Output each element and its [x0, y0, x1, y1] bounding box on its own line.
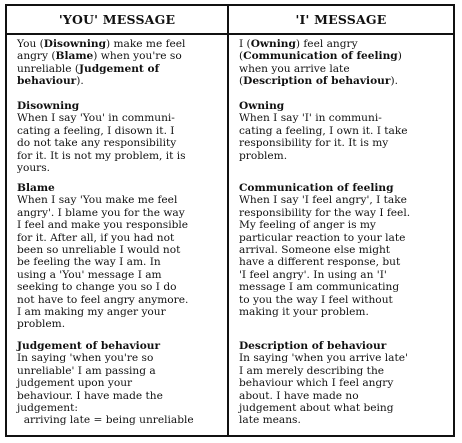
i-intro-line-4: (Description of behaviour).: [239, 75, 398, 88]
disowning-line: for it. It is not my problem, it is: [17, 149, 186, 162]
blame-line: using a 'You' message I am: [17, 268, 162, 281]
communication-line: making it your problem.: [239, 306, 369, 319]
blame-line: not have to feel angry anymore.: [17, 293, 189, 306]
communication-line: message I am communicating: [239, 281, 400, 294]
disowning-line: When I say 'You' in communi-: [17, 112, 175, 125]
disowning-line: yours.: [17, 162, 51, 175]
communication-section: [239, 182, 449, 318]
judgement-line: judgement upon your: [17, 377, 133, 390]
owning-line: problem.: [239, 149, 288, 162]
blame-line: be feeling the way I am. In: [17, 256, 161, 269]
i-intro-line-3: when you arrive late: [239, 62, 350, 75]
communication-line: have a different response, but: [239, 256, 401, 269]
description-line: behaviour which I feel angry: [239, 377, 394, 390]
blame-title: Blame: [17, 182, 55, 194]
i-intro-line-2: (Communication of feeling): [239, 50, 402, 63]
description-title: Description of behaviour: [239, 340, 387, 352]
blame-line: I feel and make you responsible: [17, 219, 189, 232]
description-line: In saying 'when you arrive late': [239, 352, 408, 365]
judgement-title: Judgement of behaviour: [17, 340, 161, 352]
header-divider: [7, 33, 453, 35]
communication-line: When I say 'I feel angry', I take: [239, 194, 407, 207]
description-line: about. I have made no: [239, 389, 359, 402]
blame-line: When I say 'You make me feel: [17, 194, 178, 207]
description-line: I am merely describing the: [239, 364, 385, 377]
communication-line: particular reaction to your late: [239, 231, 406, 244]
communication-line: responsibility for the way I feel.: [239, 206, 411, 219]
you-message-header: 'YOU' MESSAGE: [58, 12, 176, 27]
description-section: [239, 340, 449, 427]
i-intro-line-1: I (Owning) feel angry: [239, 38, 358, 50]
you-intro-line-2: angry (Blame) when you're so: [17, 50, 182, 63]
you-intro-line-3: unreliable (Judgement of: [17, 62, 160, 75]
judgement-line: judgement:: [17, 402, 78, 415]
you-intro: [17, 38, 222, 88]
owning-line: responsibility for it. It is my: [239, 137, 389, 150]
disowning-line: do not take any responsibility: [17, 137, 177, 150]
description-line: judgement about what being: [239, 402, 394, 415]
disowning-title: Disowning: [17, 100, 80, 112]
owning-title: Owning: [239, 100, 285, 112]
communication-line: 'I feel angry'. In using an 'I': [239, 268, 387, 281]
communication-line: to you the way I feel without: [239, 293, 393, 306]
description-line: late means.: [239, 414, 301, 427]
column-divider: [227, 6, 229, 435]
blame-line: for it. After all, if you had not: [17, 231, 175, 244]
blame-line: I am making my anger your: [17, 306, 166, 319]
communication-line: My feeling of anger is my: [239, 219, 376, 232]
owning-line: When I say 'I' in communi-: [239, 112, 382, 125]
communication-title: Communication of feeling: [239, 182, 394, 194]
blame-line: been so unreliable I would not: [17, 244, 181, 257]
comparison-table: [5, 4, 455, 437]
blame-line: seeking to change you so I do: [17, 281, 177, 294]
you-intro-line-4: behaviour).: [17, 75, 84, 88]
blame-section: [17, 182, 222, 331]
blame-line: problem.: [17, 318, 66, 331]
communication-line: arrival. Someone else might: [239, 244, 391, 257]
judgement-section: [17, 340, 222, 427]
i-intro: [239, 38, 449, 88]
owning-section: [239, 100, 449, 162]
i-message-header: 'I' MESSAGE: [295, 12, 387, 27]
owning-line: cating a feeling, I own it. I take: [239, 124, 408, 137]
disowning-line: cating a feeling, I disown it. I: [17, 124, 175, 137]
judgement-line: unreliable' I am passing a: [17, 364, 156, 377]
disowning-section: [17, 100, 222, 174]
judgement-line: arriving late = being unreliable: [17, 414, 194, 427]
judgement-line: behaviour. I have made the: [17, 389, 163, 402]
blame-line: angry'. I blame you for the way: [17, 206, 185, 219]
judgement-line: In saying 'when you're so: [17, 352, 154, 365]
you-intro-line-1: You (Disowning) make me feel: [17, 38, 186, 50]
